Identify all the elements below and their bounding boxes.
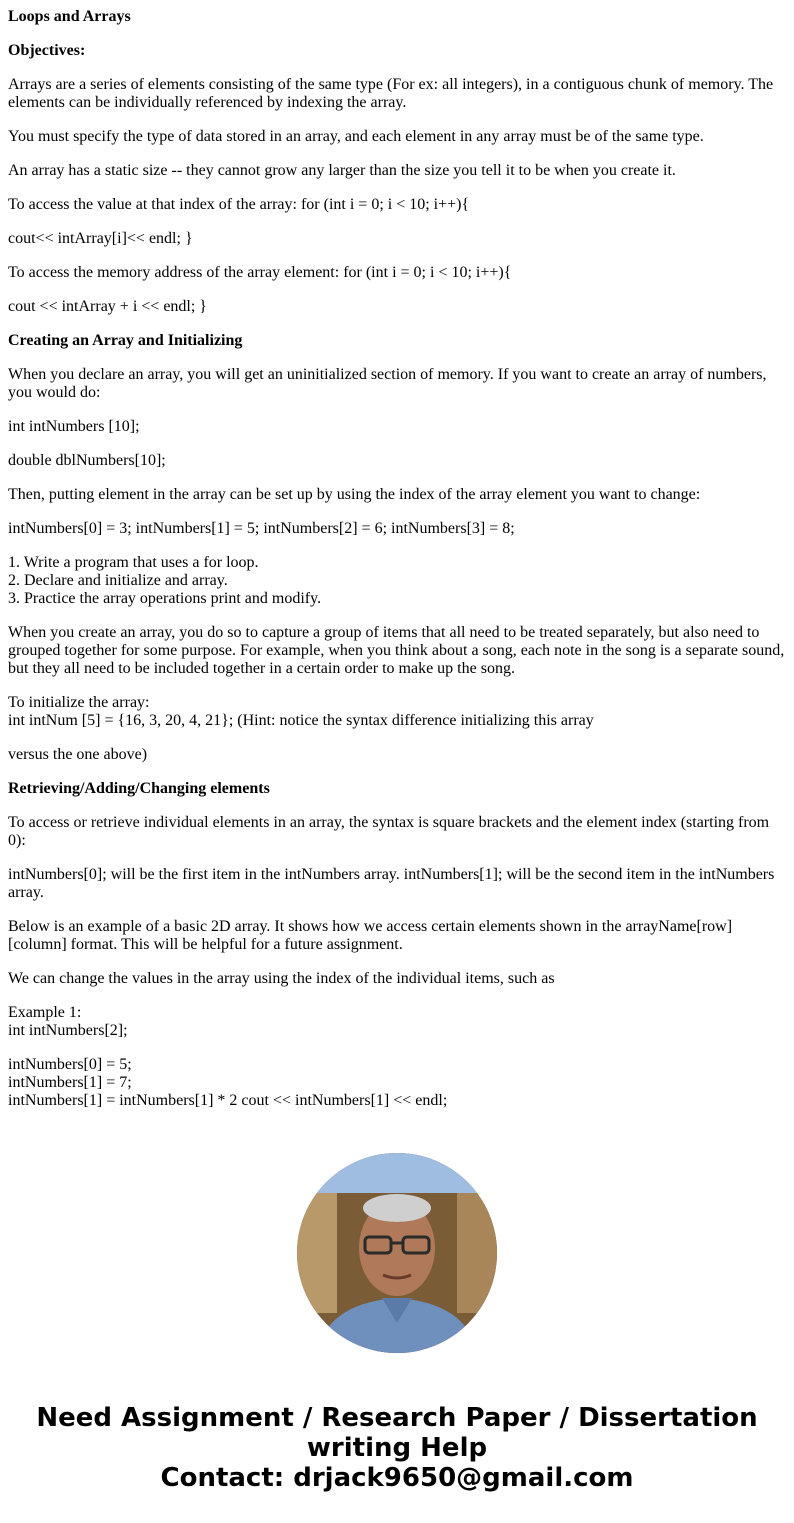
creating-heading: Creating an Array and Initializing xyxy=(8,332,243,349)
paragraph: When you create an array, you do so to capture a group of items that all need to be treated separately, but also need to grouped together for some purpose. For example, when you think about a song, each note in the song is a separate sound, but they all need to be included together in a certain order to make up the song. xyxy=(8,624,785,677)
list-item: 2. Declare and initialize and array. xyxy=(8,572,228,589)
paragraph: To access or retrieve individual elements in an array, the syntax is square brackets and the element index (starting from 0): xyxy=(8,814,770,849)
profile-photo xyxy=(297,1153,497,1353)
paragraph: To access the value at that index of the array: for (int i = 0; i < 10; i++){ xyxy=(8,196,470,213)
paragraph xyxy=(8,694,786,730)
photo-wall-left xyxy=(297,1193,337,1313)
list-item: 1. Write a program that uses a for loop. xyxy=(8,554,259,571)
paragraph-line: To initialize the array: xyxy=(8,694,150,711)
code-block xyxy=(8,1056,786,1110)
paragraph: cout<< intArray[i]<< endl; } xyxy=(8,230,193,247)
paragraph: Then, putting element in the array can be set up by using the index of the array element you want to change: xyxy=(8,486,701,503)
portrait-illustration xyxy=(297,1153,497,1353)
example-block xyxy=(8,1004,786,1040)
retrieving-heading: Retrieving/Adding/Changing elements xyxy=(8,780,270,797)
code-line: intNumbers[0] = 5; xyxy=(8,1056,132,1073)
document-body xyxy=(8,8,786,1126)
paragraph: intNumbers[0] = 3; intNumbers[1] = 5; intNumbers[2] = 6; intNumbers[3] = 8; xyxy=(8,520,515,537)
paragraph: When you declare an array, you will get an uninitialized section of memory. If you want to create an array of numbers, you would do: xyxy=(8,366,767,401)
paragraph: cout << intArray + i << endl; } xyxy=(8,298,207,315)
photo-wall-right xyxy=(457,1193,497,1313)
example-label: Example 1: xyxy=(8,1004,82,1021)
footer-contact: Contact: drjack9650@gmail.com xyxy=(160,1463,634,1493)
code-line: intNumbers[1] = intNumbers[1] * 2 cout << intNumbers[1] << endl; xyxy=(8,1092,448,1109)
paragraph: intNumbers[0]; will be the first item in the intNumbers array. intNumbers[1]; will be the second item in the intNumbers array. xyxy=(8,866,775,901)
paragraph: We can change the values in the array using the index of the individual items, such as xyxy=(8,970,555,987)
paragraph: double dblNumbers[10]; xyxy=(8,452,166,469)
paragraph: Arrays are a series of elements consisting of the same type (For ex: all integers), in a contiguous chunk of memory. The elements can be individually referenced by indexing the array. xyxy=(8,76,774,111)
footer-line: writing Help xyxy=(306,1433,488,1463)
paragraph: int intNumbers [10]; xyxy=(8,418,140,435)
paragraph: To access the memory address of the array element: for (int i = 0; i < 10; i++){ xyxy=(8,264,512,281)
footer-line: Need Assignment / Research Paper / Dissertation xyxy=(36,1403,758,1433)
document-title: Loops and Arrays xyxy=(8,8,131,25)
code-line: intNumbers[1] = 7; xyxy=(8,1074,132,1091)
photo-sky xyxy=(297,1153,497,1193)
list-item: 3. Practice the array operations print and modify. xyxy=(8,590,322,607)
paragraph: Below is an example of a basic 2D array. It shows how we access certain elements shown in the arrayName[row][column] format. This will be helpful for a future assignment. xyxy=(8,918,733,953)
code-line: int intNumbers[2]; xyxy=(8,1022,128,1039)
paragraph: You must specify the type of data stored in an array, and each element in any array must be of the same type. xyxy=(8,128,704,145)
numbered-list xyxy=(8,554,786,608)
objectives-heading: Objectives: xyxy=(8,42,86,59)
paragraph: versus the one above) xyxy=(8,746,148,763)
paragraph-line: int intNum [5] = {16, 3, 20, 4, 21}; (Hint: notice the syntax difference initializing this array xyxy=(8,712,594,729)
footer-banner xyxy=(0,1403,794,1493)
hair xyxy=(363,1194,431,1222)
paragraph: An array has a static size -- they cannot grow any larger than the size you tell it to be when you create it. xyxy=(8,162,676,179)
